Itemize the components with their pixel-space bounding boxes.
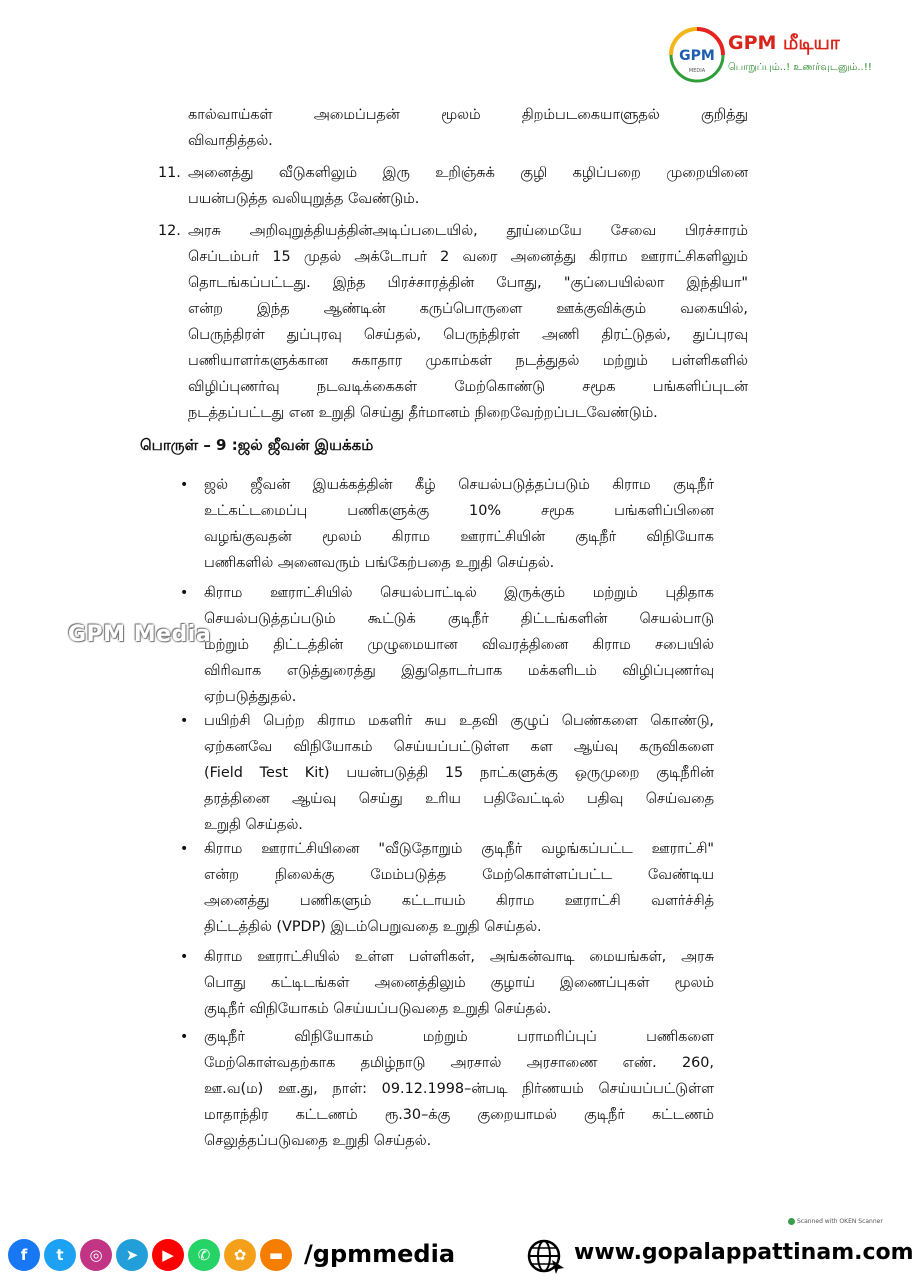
intro-line-2: விவாதித்தல். <box>188 133 273 149</box>
bullet-5-line-2: பொது கட்டிடங்கள் அனைத்திலும் குழாய் இணைப்புகள் மூலம் <box>204 975 714 991</box>
intro-line-1: கால்வாய்கள் அமைப்பதன் மூலம் திறம்படகையாளுதல் குறித்து <box>188 107 748 123</box>
bullet-5-line-1: கிராம ஊராட்சியில் உள்ள பள்ளிகள், அங்கன்வாடி மையங்கள், அரசு <box>204 949 714 965</box>
instagram-icon[interactable]: ◎ <box>80 1239 112 1271</box>
bullet-4-line-3: அனைத்து பணிகளும் கட்டாயம் கிராம ஊராட்சி வளர்ச்சித் <box>204 893 714 909</box>
bullet-3-line-4: தரத்தினை ஆய்வு செய்து உரிய பதிவேட்டில் பதிவு செய்வதை <box>204 791 714 807</box>
item-11-line-1: அனைத்து வீடுகளிலும் இரு உறிஞ்சுக் குழி கழிப்பறை முறையினை <box>188 165 748 181</box>
bullet-1-line-1: ஜல் ஜீவன் இயக்கத்தின் கீழ் செயல்படுத்தப்படும் கிராம குடிநீர் <box>204 477 714 493</box>
bullet-3-line-5: உறுதி செய்தல். <box>204 817 303 833</box>
bullet-dot: • <box>180 585 189 601</box>
bullet-dot: • <box>180 477 189 493</box>
item-12-line-4: என்ற இந்த ஆண்டின் கருப்பொருளை ஊக்குவிக்கும் வகையில், <box>188 301 748 317</box>
gpm-media-watermark: GPM Media <box>68 622 212 647</box>
blogger-icon[interactable]: ▬ <box>260 1239 292 1271</box>
gpm-logo-icon <box>668 26 726 84</box>
bullet-2-line-1: கிராம ஊராட்சியில் செயல்பாட்டில் இருக்கும் மற்றும் புதிதாக <box>204 585 714 601</box>
twitter-icon[interactable]: t <box>44 1239 76 1271</box>
header-logo <box>668 24 872 86</box>
bullet-4-line-4: திட்டத்தில் (VPDP) இடம்பெறுவதை உறுதி செய்தல். <box>204 919 542 935</box>
logo-brand: GPM மீடியா <box>728 32 840 54</box>
bullet-dot: • <box>180 713 189 729</box>
logo-letters: GPM <box>679 48 715 64</box>
scanner-note <box>788 1218 883 1225</box>
logo-tagline: பொறுப்பும்..! உணர்வுடனும்..!! <box>728 62 872 73</box>
bullet-1-line-4: பணிகளில் அனைவரும் பங்கேற்பதை உறுதி செய்தல். <box>204 555 555 571</box>
item-12-line-5: பெருந்திரள் துப்புரவு செய்தல், பெருந்திரள் அணி திரட்டுதல், துப்புரவு <box>188 327 748 343</box>
footer-bar <box>0 1232 914 1280</box>
bullet-3-line-3: (Field Test Kit) பயன்படுத்தி 15 நாட்களுக்கு ஒருமுறை குடிநீரின் <box>204 765 714 781</box>
bullet-5-line-3: குடிநீர் விநியோகம் செய்யப்படுவதை உறுதி செய்தல். <box>204 1001 552 1017</box>
item-12-line-8: நடத்தப்பட்டது என உறுதி செய்து தீர்மானம் நிறைவேற்றப்படவேண்டும். <box>188 405 658 421</box>
bullet-1-line-3: வழங்குவதன் மூலம் கிராம ஊராட்சியின் குடிநீர் விநியோக <box>204 529 714 545</box>
scanner-note-text: Scanned with OKEN Scanner <box>797 1218 883 1225</box>
bullet-dot: • <box>180 841 189 857</box>
globe-icon <box>526 1238 566 1274</box>
item-12-number: 12. <box>158 223 181 239</box>
scanner-logo-icon <box>788 1218 795 1225</box>
bullet-dot: • <box>180 949 189 965</box>
bullet-1-line-2: உட்கட்டமைப்பு பணிகளுக்கு 10% சமூக பங்களிப்பினை <box>204 503 714 519</box>
logo-sub: MEDIA <box>688 68 706 74</box>
item-12-line-7: விழிப்புணர்வு நடவடிக்கைகள் மேற்கொண்டு சமூக பங்களிப்புடன் <box>188 379 748 395</box>
bullet-2-line-4: விரிவாக எடுத்துரைத்து இதுதொடர்பாக மக்களிடம் விழிப்புணர்வு <box>204 663 714 679</box>
bullet-4-line-2: என்ற நிலைக்கு மேம்படுத்த மேற்கொள்ளப்பட்ட வேண்டிய <box>204 867 714 883</box>
telegram-icon[interactable]: ➤ <box>116 1239 148 1271</box>
bullet-dot: • <box>180 1029 189 1045</box>
social-handle[interactable]: /gpmmedia <box>304 1240 456 1268</box>
bullet-6-line-1: குடிநீர் விநியோகம் மற்றும் பராமரிப்புப் பணிகளை <box>204 1029 714 1045</box>
bullet-4-line-1: கிராம ஊராட்சியினை "வீடுதோறும் குடிநீர் வழங்கப்பட்ட ஊராட்சி" <box>204 841 714 857</box>
item-11-number: 11. <box>158 165 181 181</box>
bullet-2-line-2: செயல்படுத்தப்படும் கூட்டுக் குடிநீர் திட்டங்களின் செயல்பாடு <box>204 611 714 627</box>
item-12-line-2: செப்டம்பர் 15 முதல் அக்டோபர் 2 வரை அனைத்து கிராம ஊராட்சிகளிலும் <box>188 249 748 265</box>
bullet-2-line-5: ஏற்படுத்துதல். <box>204 689 297 705</box>
bullet-6-line-4: மாதாந்திர கட்டணம் ரூ.30–க்கு குறையாமல் குடிநீர் கட்டணம் <box>204 1107 714 1123</box>
bullet-2-line-3: மற்றும் திட்டத்தின் முழுமையான விவரத்தினை கிராம சபையில் <box>204 637 714 653</box>
section-heading: பொருள் – 9 :ஜல் ஜீவன் இயக்கம் <box>140 436 374 454</box>
bullet-6-line-2: மேற்கொள்வதற்காக தமிழ்நாடு அரசால் அரசாணை எண். 260, <box>204 1055 714 1071</box>
bullet-6-line-3: ஊ.வ(ம) ஊ.து, நாள்: 09.12.1998–ன்படி நிர்ணயம் செய்யப்பட்டுள்ள <box>204 1081 714 1097</box>
sharechat-icon[interactable]: ✿ <box>224 1239 256 1271</box>
item-12-line-1: அரசு அறிவுறுத்தியத்தின்அடிப்படையில், தூய்மையே சேவை பிரச்சாரம் <box>188 223 748 239</box>
item-11-line-2: பயன்படுத்த வலியுறுத்த வேண்டும். <box>188 191 420 207</box>
whatsapp-icon[interactable]: ✆ <box>188 1239 220 1271</box>
bullet-3-line-2: ஏற்கனவே விநியோகம் செய்யப்பட்டுள்ள கள ஆய்வு கருவிகளை <box>204 739 714 755</box>
youtube-icon[interactable]: ▶ <box>152 1239 184 1271</box>
facebook-icon[interactable]: f <box>8 1239 40 1271</box>
item-12-line-3: தொடங்கப்பட்டது. இந்த பிரச்சாரத்தின் போது, "குப்பையில்லா இந்தியா" <box>188 275 748 291</box>
bullet-6-line-5: செலுத்தப்படுவதை உறுதி செய்தல். <box>204 1133 432 1149</box>
item-12-line-6: பணியாளர்களுக்கான சுகாதார முகாம்கள் நடத்துதல் மற்றும் பள்ளிகளில் <box>188 353 748 369</box>
bullet-3-line-1: பயிற்சி பெற்ற கிராம மகளிர் சுய உதவி குழுப் பெண்களை கொண்டு, <box>204 713 714 729</box>
website-link[interactable]: www.gopalappattinam.com <box>574 1240 914 1265</box>
